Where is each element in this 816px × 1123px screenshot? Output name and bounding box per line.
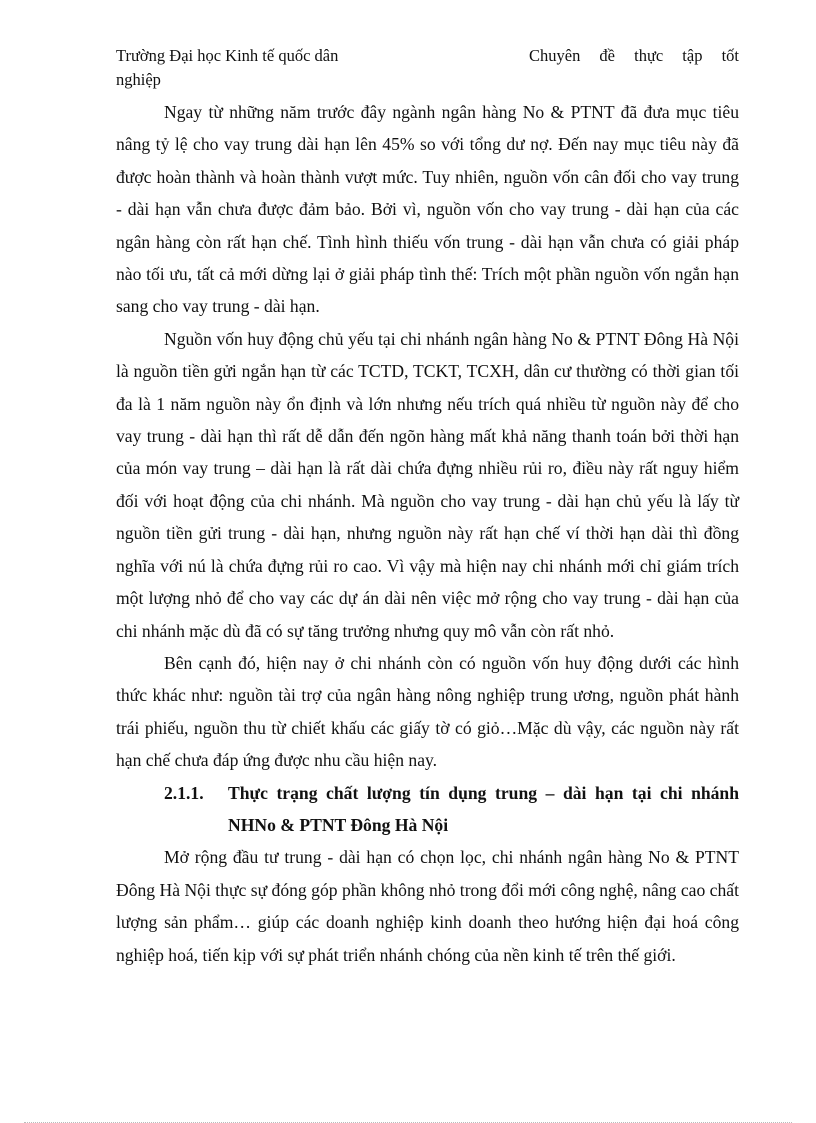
paragraph: Mở rộng đầu tư trung - dài hạn có chọn lọc, chi nhánh ngân hàng No & PTNT Đông Hà Nội thực sự đóng góp phần không nhỏ trong đổi mới công nghệ, nâng cao chất lượng sản phẩm… giúp các doanh nghiệp kinh doanh theo hướng hiện đại hoá công nghiệp hoá, tiến kịp với sự phát triển nhánh chóng của nền kinh tế trên thế giới. [116,847,739,965]
document-body [116,96,739,971]
header-report-title-continued: nghiệp [116,70,161,89]
section-title: Thực trạng chất lượng tín dụng trung – dài hạn tại chi nhánh NHNo & PTNT Đông Hà Nội [228,782,739,835]
paragraph: Bên cạnh đó, hiện nay ở chi nhánh còn có nguồn vốn huy động dưới các hình thức khác như: nguồn tài trợ của ngân hàng nông nghiệp trung ương, nguồn phát hành trái phiếu, nguồn thu từ chiết khấu các giấy tờ có giỏ…Mặc dù vậy, các nguồn này rất hạn chế chưa đáp ứng được nhu cầu hiện nay. [116,652,739,771]
section-heading [116,777,739,842]
section-number: 2.1.1. [164,782,204,803]
header-university: Trường Đại học Kinh tế quốc dân [116,46,339,65]
header-report-title: Chuyên đề thực tập tốt [529,46,739,65]
paragraph: Nguồn vốn huy động chủ yếu tại chi nhánh ngân hàng No & PTNT Đông Hà Nội là nguồn tiền gửi ngắn hạn từ các TCTD, TCKT, TCXH, dân cư thường có thời gian tối đa là 1 năm nguồn này ổn định và lớn nhưng nếu trích quá nhiều từ nguồn này để cho vay trung - dài hạn thì rất dễ dẫn đến ngõn hàng mất khả năng thanh toán bởi thời hạn của món vay trung – dài hạn là rất dài chứa đựng nhiều rủi ro, điều này rất nguy hiểm đối với hoạt động của chi nhánh. Mà nguồn cho vay trung - dài hạn chủ yếu là lấy từ nguồn tiền gửi trung - dài hạn, nhưng nguồn này rất hạn chế ví thời hạn dài thì đồng nghĩa với nú là chứa đựng rủi ro cao. Vì vậy mà hiện nay chi nhánh mới chỉ giám trích một lượng nhỏ để cho vay các dự án dài nên việc mở rộng cho vay trung - dài hạn của chi nhánh mặc dù đã có sự tăng trưởng nhưng quy mô vẫn còn rất nhỏ. [116,328,739,641]
paragraph: Ngay từ những năm trước đây ngành ngân hàng No & PTNT đã đưa mục tiêu nâng tỷ lệ cho vay trung dài hạn lên 45% so với tổng dư nợ. Đến nay mục tiêu này đã được hoàn thành và hoàn thành vượt mức. Tuy nhiên, nguồn vốn cân đối cho vay trung - dài hạn vẫn chưa được đảm bảo. Bởi vì, nguồn vốn cho vay trung - dài hạn của các ngân hàng còn rất hạn chế. Tình hình thiếu vốn trung - dài hạn vẫn chưa có giải pháp nào tối ưu, tất cả mới dừng lại ở giải pháp tình thế: Trích một phần nguồn vốn ngắn hạn sang cho vay trung - dài hạn. [116,102,739,317]
